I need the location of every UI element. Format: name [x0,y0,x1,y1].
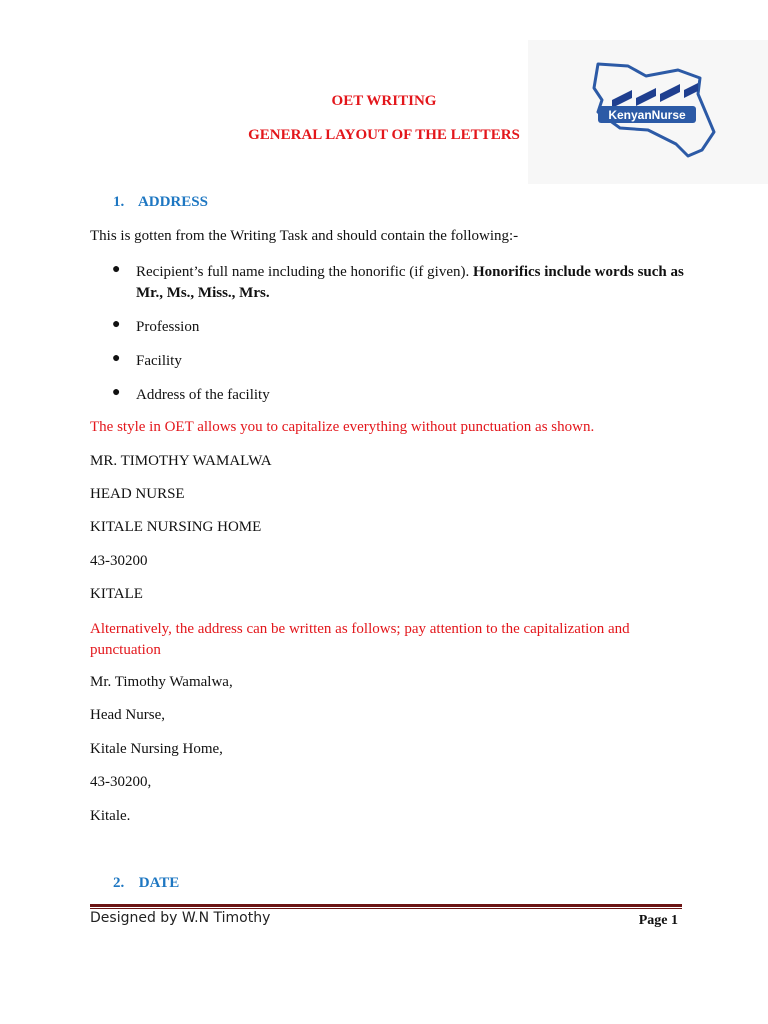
bullet-icon: ● [112,317,121,332]
list-item-plain-text: Recipient’s full name including the honorific (if given). [136,264,473,280]
intro-paragraph: This is gotten from the Writing Task and should contain the following:- [90,228,519,244]
address-caps-postal: 43-30200 [90,553,148,569]
alternative-note: Alternatively, the address can be written as follows; pay attention to the capitalization and punctuation [90,621,630,658]
section-heading-date [113,875,179,892]
address-mixed-name: Mr. Timothy Wamalwa, [90,674,233,690]
style-note: The style in OET allows you to capitalize everything without punctuation as shown. [90,419,595,435]
section-heading-address [113,194,208,211]
address-caps-town: KITALE [90,586,143,602]
bullet-icon: ● [112,351,121,366]
footer-designer: Designed by W.N Timothy [90,910,271,926]
address-caps-name: MR. TIMOTHY WAMALWA [90,453,272,469]
address-mixed-profession: Head Nurse, [90,707,165,723]
list-item-text: Address of the facility [136,387,270,403]
bullet-icon: ● [112,385,121,400]
document-title: OET WRITING [331,93,437,109]
address-mixed-town: Kitale. [90,808,131,824]
section-label: ADDRESS [137,194,208,210]
address-caps-profession: HEAD NURSE [90,486,185,502]
list-item-text: Facility [136,353,182,369]
list-item-text [136,262,688,304]
list-item-bold-text: Honorifics include words such as Mr., Ms., Miss., Mrs. [136,264,684,301]
footer-divider-thin [90,908,682,909]
footer-divider [90,904,682,907]
address-mixed-postal: 43-30200, [90,774,152,790]
section-label: DATE [138,875,180,891]
kenya-map-logo-graphic [528,40,768,184]
section-number: 1. [113,194,125,210]
bullet-icon: ● [112,262,121,277]
section-number: 2. [113,875,125,891]
footer-page-number: Page 1 [638,913,678,928]
kenyan-nurse-logo [528,40,768,184]
address-mixed-facility: Kitale Nursing Home, [90,741,223,757]
document-subtitle: GENERAL LAYOUT OF THE LETTERS [248,127,520,143]
list-item-text: Profession [136,319,200,335]
address-caps-facility: KITALE NURSING HOME [90,519,262,535]
logo-text: KenyanNurse [608,108,686,122]
